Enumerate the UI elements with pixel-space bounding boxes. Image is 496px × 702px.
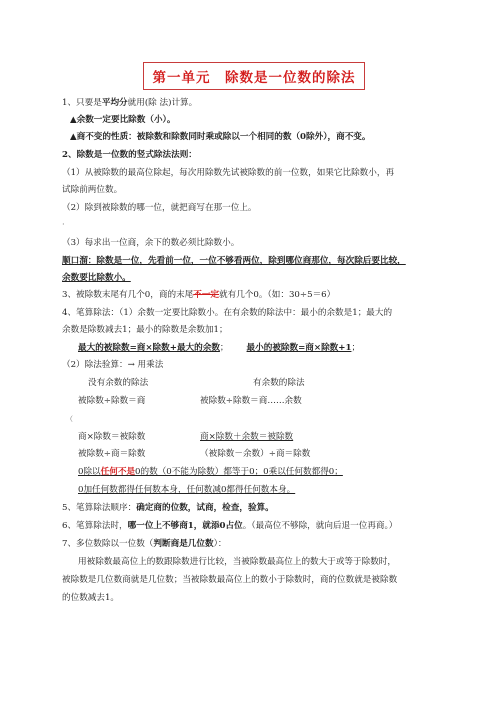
no-remainder-heading: 没有余数的除法 (88, 378, 149, 388)
section-2-heading: 2、除数是一位数的竖式除法法则： (62, 150, 197, 160)
with-remainder-heading: 有余数的除法 (253, 378, 305, 388)
unit-title: 第一单元 除数是一位数的除法 (152, 70, 356, 86)
max-dividend-formula: 最大的被除数=商×除数+最大的余数 (78, 343, 220, 353)
no-remainder-check-1: 商×除数＝被除数 (78, 432, 146, 442)
rule-7-prefix: 7、多位数除以一位数（ (62, 539, 154, 549)
rule-1 (62, 98, 197, 109)
mnemonic-line1: 顺口溜：除数是一位，先看前一位，一位不够看两位，除到哪位商那位，每次除后要比较， (62, 256, 406, 266)
zero-rule-1-prefix: 0除以 (78, 467, 101, 477)
step-1-line2: 试除前两位数。 (62, 185, 123, 195)
rule-1-prefix: 1、只要是 (62, 98, 102, 108)
check-heading: （2）除法验算：→ 用乘法 (62, 360, 164, 370)
rule-7-heading (62, 539, 226, 550)
unit-title-box (143, 62, 365, 90)
formula-line (78, 343, 360, 354)
rule-7-keyword: 判断商是几位数 (153, 539, 214, 549)
rule-7-suffix: ）： (213, 539, 227, 549)
step-3: （3）每求出一位商，余下的数必须比除数小。 (62, 238, 240, 248)
step-2: （2）除到被除数的哪一位，就把商写在那一位上。 (62, 203, 257, 213)
rule-7-line2: 被除数是几位数商就是几位数；当被除数最高位上的数小于除数时，商的位数就是被除数 (62, 575, 398, 585)
with-remainder-division: 被除数÷除数＝商……余数 (200, 396, 302, 406)
formula-separator-1: ； (219, 343, 229, 353)
quotient-invariance-rule: ▲商不变的性质：被除数和除数同时乘或除以一个相同的数（0除外），商不变。 (70, 132, 371, 142)
with-remainder-check-1: 商×除数＋余数＝被除数 (200, 432, 294, 442)
zero-rule-1-keyword: 任何不是 (100, 467, 136, 477)
min-dividend-formula: 最小的被除数=商×除数+1 (246, 343, 352, 353)
rule-6-prefix: 6、笔算除法时， (62, 521, 128, 531)
rule-4-line2: 余数是除数减去1；最小的除数是余数加1； (62, 325, 228, 335)
rule-5 (62, 503, 274, 514)
rule-3-prefix: 3、被除数末尾有几个0，商的末尾 (62, 290, 194, 300)
rule-3 (62, 290, 335, 301)
rule-6-suffix: 。（最高位不够除，就向后退一位再商。） (242, 521, 398, 531)
rule-5-steps: 确定商的位数，试商，检查，验算。 (136, 503, 274, 513)
rule-1-suffix: 就用(除 法)计算。 (127, 98, 198, 108)
stray-dot: · (62, 220, 65, 230)
rule-7-line1: 用被除数最高位上的数跟除数进行比较，当被除数最高位上的数大于或等于除数时， (78, 557, 396, 567)
rule-1-keyword: 平均分 (101, 98, 128, 108)
rule-5-prefix: 5、笔算除法顺序： (62, 503, 137, 513)
step-1-line1: （1）从被除数的最高位除起，每次用除数先试被除数的前一位数，如果它比除数小，再 (62, 168, 395, 178)
zero-rule-1 (78, 467, 343, 478)
zero-rule-2: 0加任何数都得任何数本身，任何数减0都得任何数本身。 (78, 485, 296, 495)
no-remainder-check-2: 被除数÷商＝除数 (78, 449, 146, 459)
rule-6-keyword: 哪一位上不够商1，就添0占位 (127, 521, 243, 531)
rule-3-suffix: 就有几个0。（如：30÷5＝6） (219, 290, 336, 300)
rule-6 (62, 521, 397, 532)
zero-rule-1-suffix: 0的数（0不能为除数）都等于0；0乘以任何数都得0； (135, 467, 343, 477)
formula-separator-2: ； (351, 343, 361, 353)
remainder-rule: ▲余数一定要比除数（小）。 (70, 115, 176, 125)
mnemonic-line2: 余数要比除数小。 (62, 273, 131, 283)
stray-bracket: （ (66, 415, 73, 423)
with-remainder-check-2: （被除数－余数）÷商＝除数 (200, 449, 311, 459)
rule-4-line1: 4、笔算除法：（1）余数一定要比除数小。在有余数的除法中：最小的余数是1；最大的 (62, 308, 393, 318)
rule-7-line3: 的位数减去1。 (62, 593, 120, 603)
no-remainder-division: 被除数÷除数＝商 (78, 396, 146, 406)
rule-3-keyword: 不一定 (193, 290, 220, 300)
